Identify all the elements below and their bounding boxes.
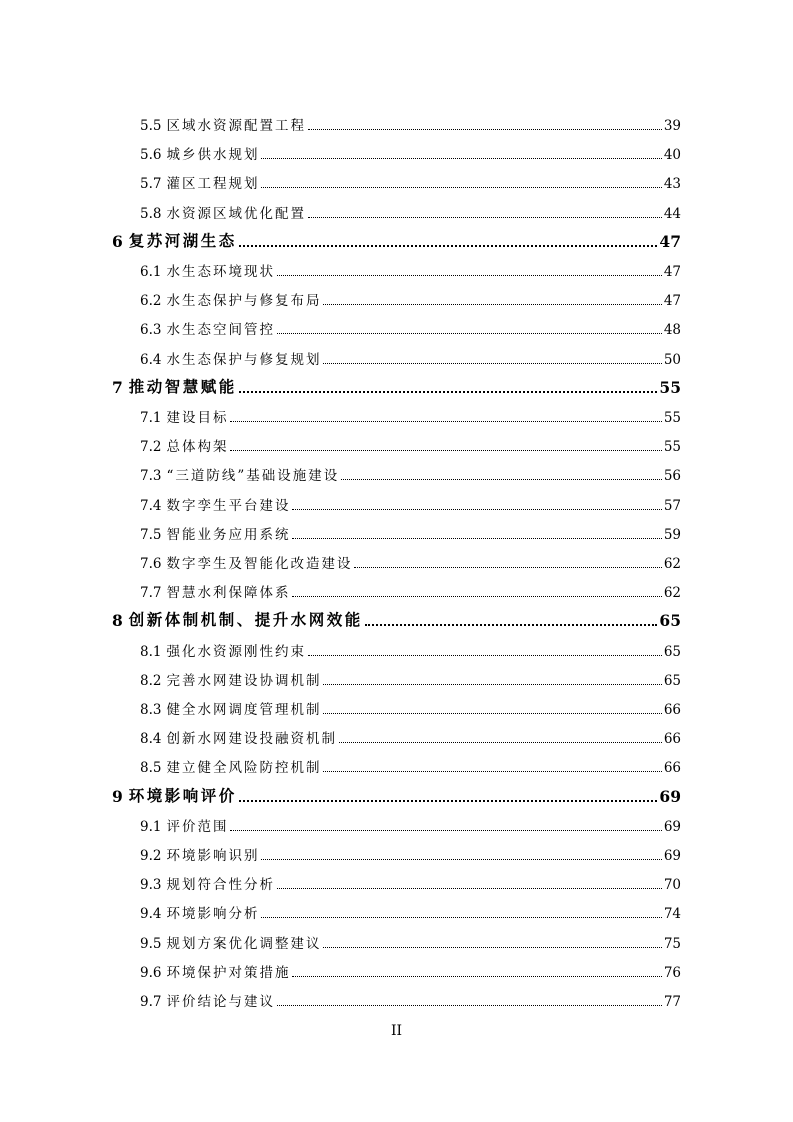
toc-entry-page: 55 [659, 377, 681, 397]
dot-leader [292, 509, 661, 510]
toc-section-row[interactable] [0, 285, 793, 309]
toc-entry[interactable] [140, 811, 681, 835]
toc-entry-page: 48 [663, 322, 681, 339]
toc-section-row[interactable] [0, 898, 793, 922]
toc-entry-number: 7.6 [140, 556, 162, 572]
toc-section-row[interactable] [0, 548, 793, 572]
dot-leader [261, 917, 661, 918]
toc-section-row[interactable] [0, 928, 793, 952]
toc-entry-number: 8.4 [140, 731, 162, 748]
toc-entry[interactable] [140, 490, 681, 514]
toc-entry-page: 40 [663, 147, 681, 164]
toc-section-row[interactable] [0, 139, 793, 163]
dot-leader [308, 655, 662, 656]
toc-entry[interactable] [140, 694, 681, 718]
toc-entry-title: 环境保护对策措施 [166, 964, 291, 981]
toc-entry-page: 47 [663, 293, 681, 310]
toc-section-row[interactable] [0, 665, 793, 689]
dot-leader [308, 217, 662, 218]
toc-section-row[interactable] [0, 431, 793, 455]
toc-entry-number: 7.7 [140, 585, 162, 602]
toc-entry-title: 规划方案优化调整建议 [166, 935, 322, 952]
toc-entry-number: 9.5 [140, 935, 162, 952]
dot-leader [261, 859, 661, 860]
toc-entry-page: 65 [663, 672, 681, 689]
toc-entry-title: 水生态保护与修复布局 [166, 293, 322, 310]
toc-section-row[interactable] [0, 869, 793, 893]
dot-leader [323, 713, 661, 714]
dot-leader [323, 363, 661, 364]
dot-leader [261, 158, 661, 159]
toc-entry-page: 69 [663, 848, 681, 864]
dot-leader [365, 624, 658, 626]
toc-entry-title: “三道防线”基础设施建设 [166, 468, 340, 485]
page-number-footer: II [390, 1023, 403, 1039]
toc-entry-page: 74 [663, 906, 681, 923]
toc-section-row[interactable] [0, 811, 793, 835]
toc-entry-number: 8.1 [140, 643, 162, 660]
toc-section-row[interactable] [0, 519, 793, 543]
toc-entry-page: 55 [663, 439, 681, 456]
toc-entry-title: 创新水网建设投融资机制 [166, 731, 337, 748]
dot-leader [292, 596, 661, 597]
toc-entry-page: 62 [663, 585, 681, 602]
toc-entry-number: 7.5 [140, 526, 162, 543]
toc-entry-number: 7.4 [140, 497, 162, 514]
toc-entry-title: 环境影响分析 [166, 906, 260, 923]
toc-entry[interactable] [140, 460, 681, 484]
toc-section-row[interactable] [0, 752, 793, 776]
toc-entry-number: 9.7 [140, 994, 162, 1010]
toc-entry-number: 9.6 [140, 964, 162, 981]
toc-entry-page: 57 [663, 497, 681, 514]
toc-entry-title: 评价结论与建议 [166, 994, 275, 1010]
toc-entry-page: 55 [663, 410, 681, 426]
toc-entry[interactable] [140, 723, 681, 747]
toc-entry-page: 62 [663, 556, 681, 572]
toc-entry-page: 56 [663, 468, 681, 485]
dot-leader [230, 450, 661, 451]
toc-section-row[interactable] [0, 344, 793, 368]
toc-entry-page: 70 [663, 877, 681, 894]
toc-entry-number: 5.5 [140, 118, 162, 134]
toc-entry-number: 6 [112, 231, 123, 251]
toc-entry-title: 水资源区域优化配置 [166, 205, 306, 222]
toc-entry-number: 7.3 [140, 468, 162, 485]
toc-entry-page: 76 [663, 964, 681, 981]
toc-entry-title: 智能业务应用系统 [166, 526, 291, 543]
toc-section-row[interactable] [0, 723, 793, 747]
toc-entry-page: 66 [663, 760, 681, 777]
toc-entry-title: 智慧水利保障体系 [166, 585, 291, 602]
dot-leader [354, 567, 661, 568]
toc-entry-number: 5.7 [140, 176, 162, 193]
toc-entry-title: 推动智慧赋能 [128, 376, 237, 396]
toc-entry[interactable] [112, 227, 681, 251]
toc-entry-title: 环境影响评价 [128, 785, 237, 805]
toc-section-row[interactable] [0, 986, 793, 1010]
toc-entry-title: 完善水网建设协调机制 [166, 672, 322, 689]
toc-section-row[interactable] [0, 636, 793, 660]
toc-section-row[interactable] [0, 577, 793, 601]
toc-entry-number: 8.2 [140, 672, 162, 689]
dot-leader [323, 684, 661, 685]
toc-entry[interactable] [140, 431, 681, 455]
toc-entry-number: 9.2 [140, 848, 162, 864]
toc-entry-page: 39 [663, 118, 681, 134]
toc-entry-number: 6.1 [140, 264, 162, 280]
toc-entry-number: 9.4 [140, 906, 162, 923]
toc-entry[interactable] [140, 636, 681, 660]
toc-entry-number: 7.1 [140, 410, 162, 426]
toc-entry-title: 水生态空间管控 [166, 322, 275, 339]
toc-section-row[interactable] [0, 694, 793, 718]
toc-section-row[interactable] [0, 314, 793, 338]
toc-entry[interactable] [140, 314, 681, 338]
toc-entry[interactable] [140, 577, 681, 601]
toc-entry[interactable] [140, 957, 681, 981]
dot-leader [277, 1005, 662, 1006]
toc-entry-title: 城乡供水规划 [166, 147, 260, 164]
toc-entry-page: 69 [659, 786, 681, 806]
toc-entry[interactable] [140, 344, 681, 368]
dot-leader [341, 479, 662, 480]
toc-entry[interactable] [140, 256, 681, 280]
toc-entry-number: 5.6 [140, 147, 162, 164]
toc-entry[interactable] [140, 928, 681, 952]
dot-leader [277, 888, 662, 889]
dot-leader [323, 304, 661, 305]
toc-chapter-row[interactable] [0, 227, 793, 251]
toc-entry-page: 47 [659, 231, 681, 251]
toc-entry[interactable] [140, 869, 681, 893]
toc-entry[interactable] [140, 198, 681, 222]
toc-entry-number: 6.2 [140, 293, 162, 310]
toc-entry-number: 9 [112, 786, 123, 806]
toc-chapter-row[interactable] [0, 782, 793, 806]
toc-entry-title: 评价范围 [166, 818, 229, 835]
toc-entry-number: 7.2 [140, 439, 162, 456]
dot-leader [277, 275, 662, 276]
toc-section-row[interactable] [0, 957, 793, 981]
toc-section-row[interactable] [0, 110, 793, 134]
toc-entry-title: 总体构架 [166, 439, 229, 456]
toc-entry-page: 77 [663, 994, 681, 1010]
toc-entry-title: 数字孪生及智能化改造建设 [166, 556, 353, 572]
toc-entry-title: 创新体制机制、提升水网效能 [128, 610, 363, 630]
toc-entry[interactable] [112, 606, 681, 630]
dot-leader [239, 391, 658, 393]
toc-entry[interactable] [112, 373, 681, 397]
toc-section-row[interactable] [0, 460, 793, 484]
toc-entry-title: 数字孪生平台建设 [166, 497, 291, 514]
toc-entry-number: 8.5 [140, 760, 162, 777]
toc-entry[interactable] [140, 840, 681, 864]
toc-entry[interactable] [140, 986, 681, 1010]
toc-entry[interactable] [140, 168, 681, 192]
dot-leader [292, 538, 661, 539]
toc-entry-title: 水生态保护与修复规划 [166, 351, 322, 368]
toc-entry[interactable] [140, 285, 681, 309]
dot-leader [230, 421, 661, 422]
dot-leader [277, 333, 662, 334]
toc-entry[interactable] [140, 752, 681, 776]
toc-entry[interactable] [140, 110, 681, 134]
toc-entry-page: 66 [663, 702, 681, 718]
dot-leader [323, 771, 661, 772]
toc-entry[interactable] [112, 782, 681, 806]
toc-section-row[interactable] [0, 840, 793, 864]
toc-section-row[interactable] [0, 402, 793, 426]
toc-entry-page: 59 [663, 526, 681, 543]
toc-entry-title: 区域水资源配置工程 [166, 118, 306, 134]
dot-leader [239, 800, 658, 802]
toc-section-row[interactable] [0, 490, 793, 514]
toc-entry-page: 47 [663, 264, 681, 280]
toc-entry-number: 8 [112, 611, 123, 631]
toc-entry-title: 健全水网调度管理机制 [166, 702, 322, 718]
toc-entry-page: 75 [663, 935, 681, 952]
dot-leader [230, 830, 661, 831]
toc-section-row[interactable] [0, 168, 793, 192]
toc-entry-title: 规划符合性分析 [166, 877, 275, 894]
toc-entry-title: 复苏河湖生态 [128, 230, 237, 250]
toc-entry-number: 6.3 [140, 322, 162, 339]
toc-entry[interactable] [140, 665, 681, 689]
toc-entry-number: 7 [112, 377, 123, 397]
dot-leader [261, 187, 661, 188]
dot-leader [308, 129, 662, 130]
toc-entry-title: 灌区工程规划 [166, 176, 260, 193]
toc-entry-title: 建设目标 [166, 410, 229, 426]
toc-entry-number: 6.4 [140, 351, 162, 368]
toc-section-row[interactable] [0, 198, 793, 222]
toc-entry[interactable] [140, 898, 681, 922]
dot-leader [292, 976, 661, 977]
toc-entry-title: 环境影响识别 [166, 848, 260, 864]
toc-entry-title: 建立健全风险防控机制 [166, 760, 322, 777]
toc-entry[interactable] [140, 139, 681, 163]
toc-entry-number: 9.3 [140, 877, 162, 894]
toc-entry-title: 强化水资源刚性约束 [166, 643, 306, 660]
dot-leader [323, 947, 661, 948]
toc-entry-page: 50 [663, 351, 681, 368]
toc-section-row[interactable] [0, 256, 793, 280]
toc-entry[interactable] [140, 519, 681, 543]
toc-entry-number: 5.8 [140, 205, 162, 222]
toc-entry-page: 66 [663, 731, 681, 748]
toc-entry-page: 65 [663, 643, 681, 660]
toc-entry-title: 水生态环境现状 [166, 264, 275, 280]
dot-leader [239, 245, 658, 247]
toc-chapter-row[interactable] [0, 606, 793, 630]
toc-entry-number: 8.3 [140, 702, 162, 718]
toc-entry-page: 69 [663, 818, 681, 835]
toc-entry[interactable] [140, 548, 681, 572]
toc-entry-page: 43 [663, 176, 681, 193]
toc-entry[interactable] [140, 402, 681, 426]
toc-entry-number: 9.1 [140, 818, 162, 835]
toc-entry-page: 65 [659, 611, 681, 631]
toc-entry-page: 44 [663, 205, 681, 222]
toc-chapter-row[interactable] [0, 373, 793, 397]
dot-leader [339, 742, 662, 743]
